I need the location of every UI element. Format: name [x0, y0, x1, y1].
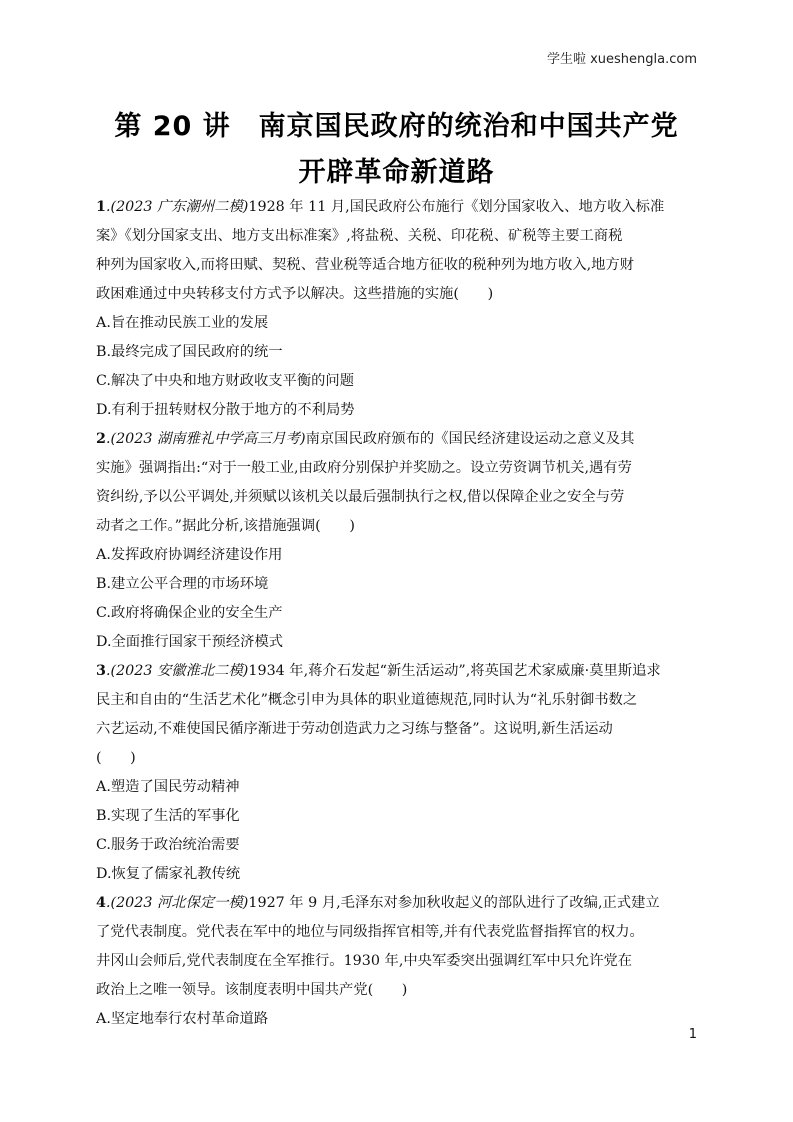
- question-stem-text: 1928 年 11 月,国民政府公布施行《划分国家收入、地方收入标准: [248, 199, 665, 215]
- question-source: .(2023 河北保定一模): [105, 895, 249, 911]
- site-watermark: 学生啦 xueshengla.com: [546, 52, 697, 67]
- answer-option: B.实现了生活的军事化: [96, 808, 240, 824]
- question-list: [96, 193, 706, 1034]
- page-title-line-2: 开辟革命新道路: [298, 157, 495, 188]
- answer-option: C.服务于政治统治需要: [96, 837, 240, 853]
- question-stem-text: 案》《划分国家支出、地方支出标准案》,将盐税、关税、印花税、矿税等主要工商税: [96, 228, 623, 244]
- question-stem-text: 了党代表制度。党代表在军中的地位与同级指挥官相等,并有代表党监督指挥官的权力。: [96, 924, 644, 940]
- question-stem-line: [96, 889, 706, 918]
- question-stem-line: [96, 454, 706, 483]
- answer-option: B.建立公平合理的市场环境: [96, 576, 269, 592]
- question-source: .(2023 安徽淮北二模): [105, 663, 249, 679]
- question-stem-line: [96, 657, 706, 686]
- answer-option: A.塑造了国民劳动精神: [96, 779, 240, 795]
- question-stem-text: 政困难通过中央转移支付方式予以解决。这些措施的实施( ): [96, 286, 494, 302]
- question-stem-text: 1927 年 9 月,毛泽东对参加秋收起义的部队进行了改编,正式建立: [248, 895, 660, 911]
- answer-option: A.旨在推动民族工业的发展: [96, 315, 269, 331]
- question-source: .(2023 广东潮州二模): [105, 199, 249, 215]
- question-stem-text: ( ): [96, 750, 136, 766]
- answer-option: A.坚定地奉行农村革命道路: [96, 1011, 269, 1027]
- answer-option: D.全面推行国家干预经济模式: [96, 634, 284, 650]
- question-number: 4: [96, 895, 106, 911]
- question-number: 2: [96, 431, 106, 447]
- question-stem-line: [96, 483, 706, 512]
- page-number: 1: [688, 1027, 697, 1042]
- question-stem-line: [96, 918, 706, 947]
- question-stem-text: 井冈山会师后,党代表制度在全军推行。1930 年,中央军委突出强调红军中只允许党在: [96, 953, 633, 969]
- answer-option: D.恢复了儒家礼教传统: [96, 866, 241, 882]
- question-stem-line: [96, 512, 706, 541]
- question-stem-line: [96, 686, 706, 715]
- question-number: 3: [96, 663, 106, 679]
- answer-option: C.政府将确保企业的安全生产: [96, 605, 283, 621]
- question-stem-text: 民主和自由的“生活艺术化”概念引申为具体的职业道德规范,同时认为“礼乐射御书数之: [96, 692, 638, 708]
- question-stem-line: [96, 715, 706, 744]
- question-block: [96, 425, 706, 657]
- question-stem-text: 资纠纷,予以公平调处,并须赋以该机关以最后强制执行之权,借以保障企业之安全与劳: [96, 489, 625, 505]
- answer-option: D.有利于扭转财权分散于地方的不利局势: [96, 402, 355, 418]
- question-stem-text: 种列为国家收入,而将田赋、契税、营业税等适合地方征收的税种列为地方收入,地方财: [96, 257, 635, 273]
- question-stem-line: [96, 222, 706, 251]
- question-block: [96, 193, 706, 425]
- question-stem-line: [96, 947, 706, 976]
- question-stem-line: [96, 193, 706, 222]
- question-stem-line: [96, 280, 706, 309]
- question-stem-line: [96, 744, 706, 773]
- question-stem-text: 六艺运动,不难使国民循序渐进于劳动创造武力之习练与整备”。这说明,新生活运动: [96, 721, 613, 737]
- question-number: 1: [96, 199, 106, 215]
- question-stem-text: 动者之工作。”据此分析,该措施强调( ): [96, 518, 355, 534]
- answer-option: A.发挥政府协调经济建设作用: [96, 547, 283, 563]
- question-stem-text: 实施》强调指出:“对于一般工业,由政府分别保护并奖励之。设立劳资调节机关,遇有劳: [96, 460, 632, 476]
- page-title-line-1: 第 20 讲 南京国民政府的统治和中国共产党: [114, 111, 679, 142]
- question-stem-line: [96, 425, 706, 454]
- question-stem-text: 1934 年,蒋介石发起“新生活运动”,将英国艺术家威廉·莫里斯追求: [248, 663, 661, 679]
- answer-option: B.最终完成了国民政府的统一: [96, 344, 283, 360]
- question-stem-line: [96, 251, 706, 280]
- question-source: .(2023 湖南雅礼中学高三月考): [105, 431, 306, 447]
- question-stem-line: [96, 976, 706, 1005]
- question-stem-text: 政治上之唯一领导。该制度表明中国共产党( ): [96, 982, 408, 998]
- question-block: [96, 889, 706, 1034]
- answer-option: C.解决了中央和地方财政收支平衡的问题: [96, 373, 355, 389]
- question-stem-text: 南京国民政府颁布的《国民经济建设运动之意义及其: [305, 431, 635, 447]
- question-block: [96, 657, 706, 889]
